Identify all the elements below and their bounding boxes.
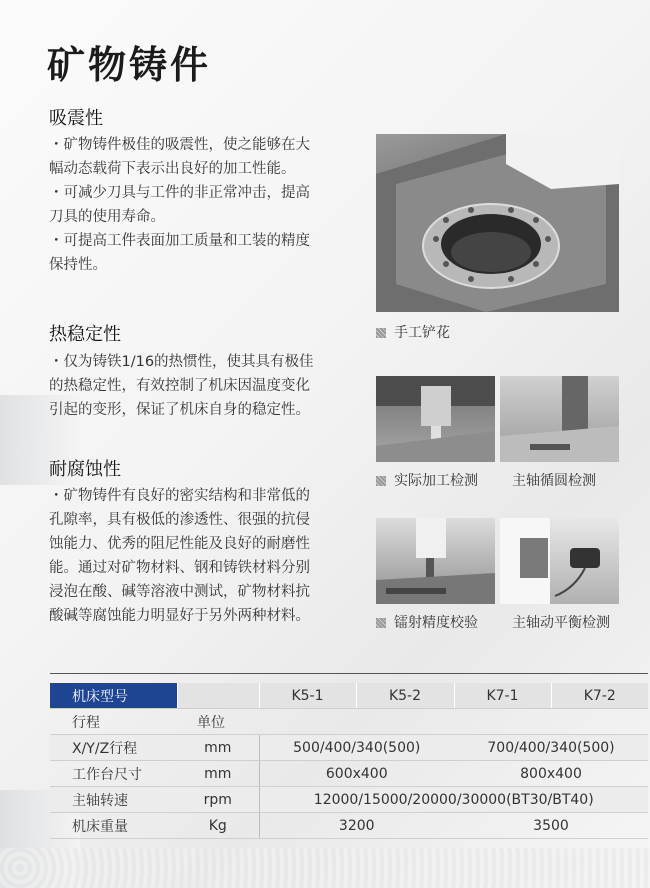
caption-laser-calibration (376, 612, 478, 632)
background-pattern (0, 848, 650, 888)
caption-text: 手工铲花 (394, 325, 450, 341)
text-line: 蚀能力、优秀的阻尼性能及良好的耐磨性 (49, 536, 310, 552)
text-line: 浸泡在酸、碱等溶液中测试，矿物材料抗 (49, 584, 310, 600)
table-row (50, 761, 648, 787)
hand-scraping-illustration (376, 134, 619, 312)
text-line: ・矿物铸件有良好的密实结构和非常低的 (49, 488, 310, 504)
text-line: 引起的变形，保证了机床自身的稳定性。 (49, 402, 310, 418)
table-header-row (50, 683, 648, 709)
section-title-thermal: 热稳定性 (49, 324, 121, 345)
header-blank (177, 683, 259, 709)
section-title-corrosion: 耐腐蚀性 (49, 459, 121, 480)
spec-table (50, 683, 648, 839)
text-line: 幅动态载荷下表示出良好的加工性能。 (49, 161, 296, 177)
row-value-all: 12000/15000/20000/30000(BT30/BT40) (259, 787, 648, 813)
table-subheader-row (50, 709, 648, 735)
row-value-k5: 500/400/340(500) (259, 735, 454, 761)
caption-spindle-balance (512, 612, 610, 632)
caption-hand-scraping (376, 322, 450, 342)
subheader-blank (259, 709, 648, 735)
row-value-k5: 600x400 (259, 761, 454, 787)
header-k7-1: K7-1 (454, 683, 551, 709)
subheader-unit: 单位 (177, 709, 259, 735)
table-row (50, 787, 648, 813)
section-text-corrosion (49, 484, 349, 628)
text-line: 能。通过对矿物材料、钢和铸铁材料分别 (49, 560, 310, 576)
text-line: 保持性。 (49, 257, 107, 273)
caption-marker-icon (376, 328, 386, 338)
text-line: ・可提高工件表面加工质量和工装的精度 (49, 233, 310, 249)
caption-text: 实际加工检测 (394, 473, 478, 489)
caption-text: 主轴循圆检测 (512, 473, 596, 489)
subheader-travel: 行程 (50, 709, 177, 735)
row-value-k7: 3500 (454, 813, 648, 839)
row-label: X/Y/Z行程 (50, 735, 177, 761)
row-unit: mm (177, 761, 259, 787)
caption-marker-icon (376, 476, 386, 486)
caption-spindle-circle (512, 470, 596, 490)
row-value-k7: 800x400 (454, 761, 648, 787)
caption-text: 主轴动平衡检测 (512, 615, 610, 631)
row-label: 工作台尺寸 (50, 761, 177, 787)
text-line: ・可减少刀具与工件的非正常冲击，提高 (49, 185, 310, 201)
section-text-vibration (49, 133, 349, 277)
spindle-circle-photo (500, 376, 619, 462)
page-title: 矿物铸件 (47, 43, 212, 87)
header-k5-1: K5-1 (259, 683, 356, 709)
text-line: 孔隙率，具有极低的渗透性、很强的抗侵 (49, 512, 310, 528)
balance-illustration (500, 518, 619, 604)
laser-calibration-photo (376, 518, 495, 604)
machining-illustration (376, 376, 495, 462)
text-line: 刀具的使用寿命。 (49, 209, 165, 225)
text-line: ・矿物铸件极佳的吸震性，使之能够在大 (49, 137, 310, 153)
table-top-rule (50, 673, 648, 674)
spindle-illustration (500, 376, 619, 462)
section-text-thermal (49, 350, 349, 422)
spindle-balance-photo (500, 518, 619, 604)
section-title-vibration: 吸震性 (49, 108, 103, 129)
text-line: ・仅为铸铁1/16的热惯性，使其具有极佳 (49, 354, 314, 370)
actual-machining-photo (376, 376, 495, 462)
text-line: 酸碱等腐蚀能力明显好于另外两种材料。 (49, 608, 310, 624)
row-unit: rpm (177, 787, 259, 813)
hand-scraping-photo (376, 134, 619, 312)
row-label: 主轴转速 (50, 787, 177, 813)
row-unit: Kg (177, 813, 259, 839)
caption-actual-machining (376, 470, 478, 490)
table-row (50, 735, 648, 761)
caption-text: 镭射精度校验 (394, 615, 478, 631)
row-value-k7: 700/400/340(500) (454, 735, 648, 761)
table-row (50, 813, 648, 839)
header-k7-2: K7-2 (551, 683, 648, 709)
row-unit: mm (177, 735, 259, 761)
text-line: 的热稳定性，有效控制了机床因温度变化 (49, 378, 310, 394)
row-label: 机床重量 (50, 813, 177, 839)
row-value-k5: 3200 (259, 813, 454, 839)
laser-illustration (376, 518, 495, 604)
header-k5-2: K5-2 (356, 683, 454, 709)
header-model: 机床型号 (50, 683, 177, 709)
caption-marker-icon (376, 618, 386, 628)
